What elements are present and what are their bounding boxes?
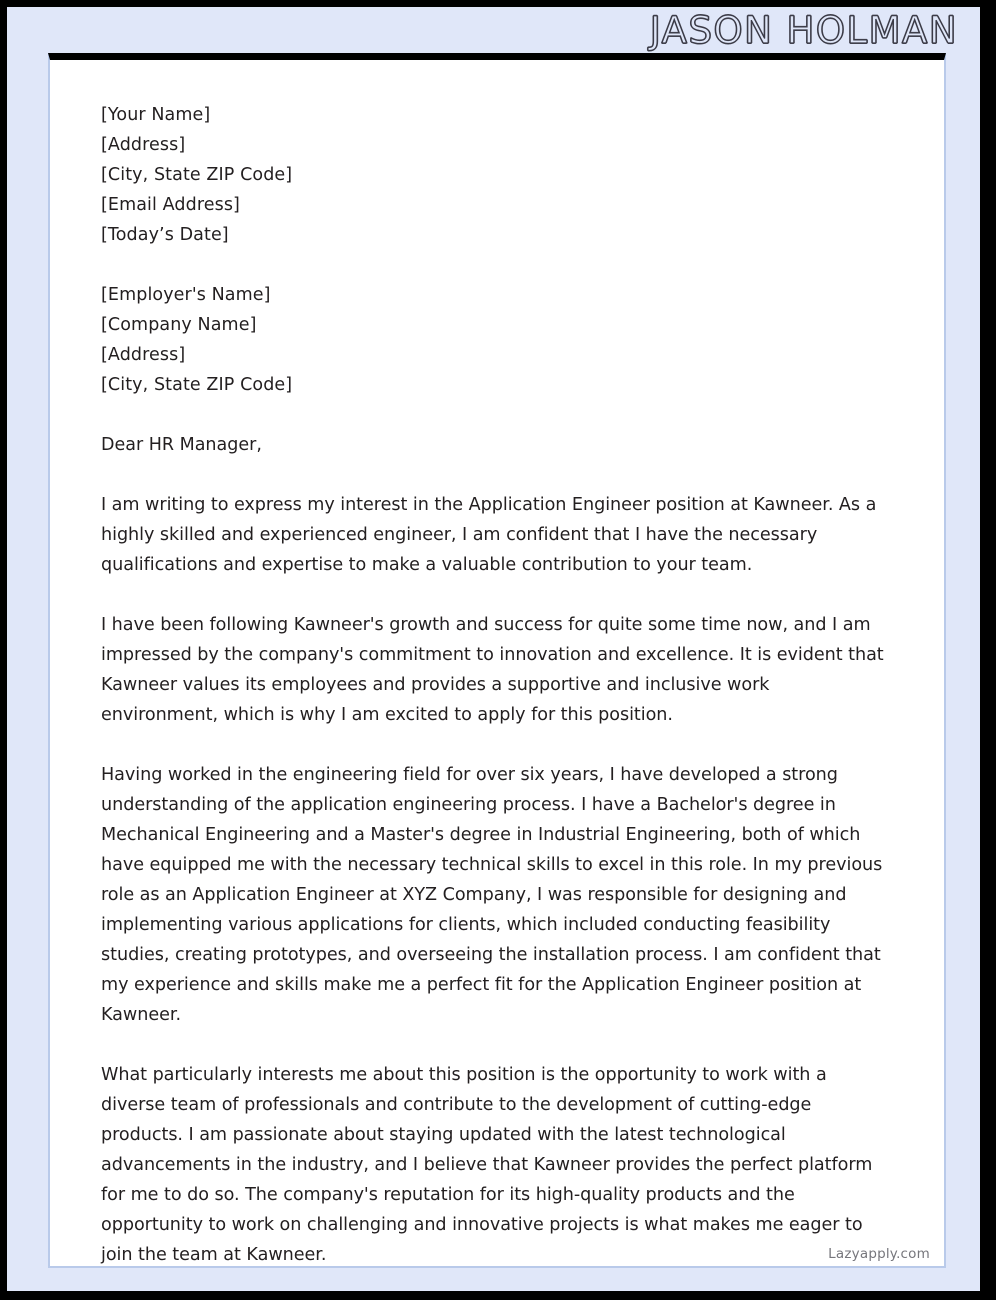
recipient-line: [Address] xyxy=(101,345,186,365)
spacer xyxy=(101,250,904,280)
sender-line: [Today’s Date] xyxy=(101,225,229,245)
body-paragraph: I have been following Kawneer's growth and success for quite some time now, and I am impressed by the company's commitment to innovation and excellence. It is evident that Kawneer values its employees and provides a supportive and inclusive work environment, which is why I am excited to apply for this position. xyxy=(101,615,884,725)
spacer xyxy=(101,400,904,430)
sender-line: [Email Address] xyxy=(101,195,240,215)
sender-line: [City, State ZIP Code] xyxy=(101,165,293,185)
recipient-line: [City, State ZIP Code] xyxy=(101,375,293,395)
sender-address-block xyxy=(101,100,904,250)
body-paragraph: What particularly interests me about this position is the opportunity to work with a diverse team of professionals and contribute to the development of cutting-edge products. I am passionate about staying updated with the latest technological advancements in the industry, and I believe that Kawneer provides the perfect platform for me to do so. The company's reputation for its high-quality products and the opportunity to work on challenging and innovative projects is what makes me eager to join the team at Kawneer. xyxy=(101,1065,873,1265)
recipient-line: [Company Name] xyxy=(101,315,257,335)
letter-body xyxy=(50,60,944,1266)
recipient-line: [Employer's Name] xyxy=(101,285,271,305)
sender-line: [Your Name] xyxy=(101,105,211,125)
body-paragraph: Having worked in the engineering field for over six years, I have developed a strong understanding of the application engineering process. I have a Bachelor's degree in Mechanical Engineering and a Master's degree in Industrial Engineering, both of which have equipped me with the necessary technical skills to excel in this role. In my previous role as an Application Engineer at XYZ Company, I was responsible for designing and implementing various applications for clients, which included conducting feasibility studies, creating prototypes, and overseeing the installation process. I am confident that my experience and skills make me a perfect fit for the Application Engineer position at Kawneer. xyxy=(101,765,883,1025)
document-header xyxy=(7,7,980,53)
body-paragraph: I am writing to express my interest in the Application Engineer position at Kawneer. As a highly skilled and experienced engineer, I am confident that I have the necessary qualifications and expertise to make a valuable contribution to your team. xyxy=(101,495,877,575)
spacer xyxy=(101,1030,904,1060)
sender-line: [Address] xyxy=(101,135,186,155)
letter-card xyxy=(48,53,946,1268)
watermark-label: Lazyapply.com xyxy=(828,1246,930,1262)
spacer xyxy=(101,730,904,760)
spacer xyxy=(101,460,904,490)
page-title: JASON HOLMAN xyxy=(649,8,958,52)
spacer xyxy=(101,580,904,610)
recipient-address-block xyxy=(101,280,904,400)
salutation: Dear HR Manager, xyxy=(101,435,262,455)
